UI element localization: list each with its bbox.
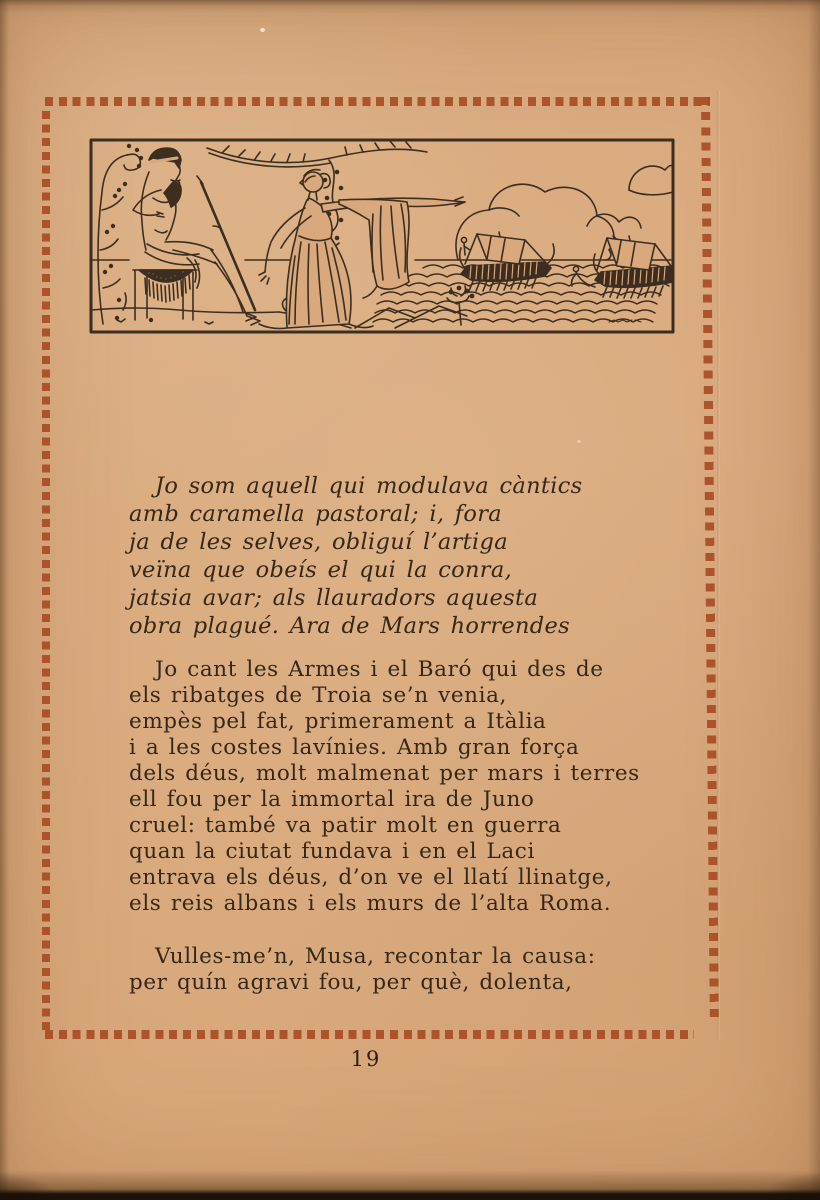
verse-line: entrava els déus, d’on ve el llatí llinatge, (129, 865, 613, 890)
verse-line: ja de les selves, obliguí l’artiga (129, 529, 508, 555)
verse-line: per quín agravi fou, per què, dolenta, (129, 970, 573, 995)
verse-line: i a les costes lavínies. Amb gran força (129, 735, 580, 760)
galley-ship-left (460, 232, 554, 291)
curling-plant-ornament (98, 145, 152, 324)
verse-line: Jo som aquell qui modulava càntics (155, 473, 583, 499)
page-edge-top (0, 0, 820, 14)
page-corner-shadow (0, 1160, 90, 1200)
epigraph-stanza (129, 472, 695, 640)
verse-line: amb caramella pastoral; i, fora (129, 501, 502, 527)
verse-line: jatsia avar; als llauradors aquesta (129, 585, 539, 611)
standing-woman-figure (259, 170, 465, 329)
page-number: 19 (350, 1047, 382, 1071)
chapter-headpiece-illustration (88, 138, 676, 334)
page-edge-bottom (0, 1170, 820, 1200)
verse-line: Jo cant les Armes i el Baró qui des de (155, 657, 604, 682)
verse-text-column (129, 472, 695, 996)
stamped-border-left (42, 111, 50, 1031)
verse-line: cruel: també va patir molt en guerra (129, 813, 562, 838)
invocation-stanza (129, 944, 695, 996)
verse-line: ell fou per la immortal ira de Juno (129, 787, 535, 812)
verse-line: dels déus, molt malmenat per mars i terres (129, 761, 640, 786)
verse-line: empès pel fat, primerament a Itàlia (129, 709, 547, 734)
verse-line: els reis albans i els murs de l’alta Roma. (129, 891, 612, 916)
paper-speck (260, 28, 265, 32)
verse-line: quan la ciutat fundava i en el Laci (129, 839, 535, 864)
page-corner-shadow (730, 1160, 820, 1200)
stamped-border-bottom (45, 1030, 694, 1039)
main-stanza (129, 657, 695, 917)
verse-line: obra plagué. Ara de Mars horrendes (129, 613, 570, 639)
stamped-border-right (701, 97, 719, 1019)
stamped-border-top (45, 97, 710, 106)
paper-speck (577, 440, 581, 443)
page-edge-left (0, 0, 9, 1200)
page-edge-right (808, 0, 820, 1200)
verse-line: Vulles-me’n, Musa, recontar la causa: (155, 944, 596, 969)
verse-line: veïna que obeís el qui la conra, (129, 557, 513, 583)
verse-line: els ribatges de Troia se’n venia, (129, 683, 507, 708)
